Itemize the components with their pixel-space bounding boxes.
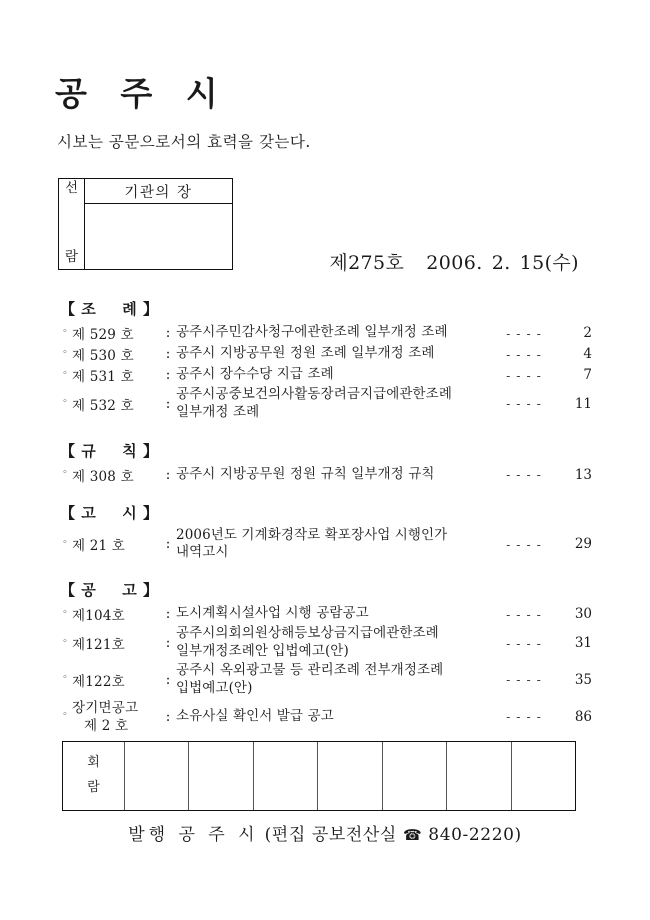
masthead-subtitle: 시보는 공문으로서의 효력을 갖는다. [57, 133, 311, 151]
bullet-icon: ◦ [62, 326, 68, 337]
entry-title-line2: 일부개정 조례 [176, 403, 260, 420]
footer-editor: (편집 공보전산실 [264, 825, 397, 845]
entry-colon: : [165, 536, 171, 553]
leader-dots: - - - - [506, 709, 542, 725]
circulation-cell[interactable] [512, 742, 575, 810]
toc-entry[interactable] [58, 625, 592, 661]
entry-number: 제 531 호 [72, 369, 134, 385]
entry-title: 공주시 장수수당 지급 조례 [176, 366, 334, 383]
approval-main-column [85, 179, 232, 269]
table-of-contents [58, 298, 592, 737]
entry-page-number: 86 [574, 708, 592, 725]
toc-entry[interactable] [58, 662, 592, 698]
entry-title-line2: 입법예고(안) [176, 679, 253, 696]
entry-title [176, 662, 496, 698]
entry-title-line1: 2006년도 기계화경작로 확포장사업 시행인가 [176, 526, 448, 543]
approval-side-label [59, 179, 85, 269]
bullet-icon: ◦ [62, 537, 68, 548]
entry-number: 제 308 호 [72, 468, 134, 485]
approval-header-label: 기관의 장 [85, 179, 232, 204]
entry-title [176, 527, 496, 563]
entry-colon: : [165, 346, 171, 362]
entry-title-line1: 공주시 옥외광고물 등 관리조례 전부개정조례 [176, 661, 444, 678]
toc-entry[interactable] [58, 365, 592, 385]
entry-page-number: 35 [574, 671, 592, 688]
circulation-label-bottom: 람 [87, 780, 100, 795]
toc-entry[interactable] [58, 323, 592, 343]
entry-colon: : [165, 325, 171, 341]
bullet-icon: ◦ [62, 397, 68, 408]
section-header-char2: 례 [122, 300, 138, 318]
entry-colon: : [165, 466, 171, 483]
entry-title-line2: 일부개정조례안 입법예고(안) [176, 643, 349, 660]
approval-signature-area [85, 204, 232, 269]
section-rule [58, 440, 592, 485]
entry-colon: : [165, 708, 171, 725]
leader-dots: - - - - [506, 346, 542, 362]
circulation-table [62, 741, 576, 811]
circulation-cell[interactable] [125, 742, 189, 810]
section-header-ordinance: 【 조 례 】 [60, 300, 159, 318]
entry-title-line2: 내역고시 [176, 544, 229, 561]
entry-colon: : [165, 635, 171, 652]
bullet-icon: ◦ [62, 710, 68, 721]
entry-title [176, 386, 496, 422]
entry-title-line1: 공주시공중보건의사활동장려금지급에관한조례 [176, 386, 452, 402]
approval-label-bottom: 람 [64, 248, 79, 265]
entry-page-number: 30 [574, 606, 592, 623]
leader-dots: - - - - [506, 606, 542, 622]
entry-colon: : [165, 395, 171, 412]
circulation-cell[interactable] [447, 742, 511, 810]
issue-day: 15(수) [519, 252, 579, 274]
section-notice [58, 502, 592, 563]
section-header-char1: 고 [81, 503, 97, 522]
entry-number: 제 530 호 [72, 348, 134, 364]
entry-page-number: 11 [574, 395, 592, 412]
section-header-char1: 규 [81, 441, 97, 460]
entry-title-line1: 공주시의회의원상해등보상금지급에관한조례 [176, 625, 439, 642]
entry-colon: : [165, 367, 171, 383]
bullet-icon: ◦ [62, 607, 68, 618]
circulation-cell[interactable] [318, 742, 382, 810]
approval-stamp-box [58, 178, 233, 270]
toc-entry[interactable] [58, 465, 592, 485]
circulation-label-cell [63, 742, 125, 810]
section-header-announcement: 【 공 고 】 [60, 581, 159, 600]
circulation-cell[interactable] [254, 742, 318, 810]
circulation-cell[interactable] [383, 742, 447, 810]
bullet-icon: ◦ [62, 368, 68, 379]
entry-title [176, 625, 496, 661]
entry-number-line1: 장기면공고 [72, 699, 139, 716]
bullet-icon: ◦ [62, 347, 68, 358]
entry-number: 제 21 호 [72, 538, 126, 555]
footer-publisher: 발행 공 주 시 [128, 825, 259, 845]
bullet-icon: ◦ [62, 468, 68, 479]
entry-title: 공주시 지방공무원 정원 규칙 일부개정 규칙 [176, 465, 435, 482]
toc-entry[interactable] [58, 699, 592, 735]
issue-year: 2006. [426, 252, 483, 274]
section-announcement [58, 579, 592, 735]
entry-page-number: 13 [574, 466, 592, 483]
issue-month: 2. [491, 252, 511, 274]
footer [0, 820, 650, 845]
entry-page-number: 31 [574, 635, 592, 652]
leader-dots: - - - - [506, 635, 542, 651]
issue-number: 제275호 [329, 252, 405, 274]
telephone-icon: ☎ [402, 826, 423, 844]
entry-number: 제122호 [72, 673, 125, 690]
page-title: 공 주 시 [55, 74, 229, 113]
section-header-char2: 칙 [122, 441, 138, 460]
entry-title: 소유사실 확인서 발급 공고 [176, 707, 334, 724]
entry-page-number: 4 [583, 346, 592, 362]
entry-number-line2: 제 2 호 [84, 717, 129, 734]
entry-number: 제 529 호 [72, 327, 134, 343]
footer-phone: 840-2220) [428, 825, 522, 845]
section-header-char1: 조 [81, 300, 97, 318]
entry-title: 도시계획시설사업 시행 공람공고 [176, 605, 369, 622]
section-ordinance [58, 298, 592, 422]
section-header-char2: 고 [122, 581, 138, 600]
leader-dots: - - - - [506, 536, 542, 552]
approval-label-top: 선 [64, 180, 79, 196]
section-header-char1: 공 [81, 581, 97, 600]
entry-title: 공주시 지방공무원 정원 조례 일부개정 조례 [176, 345, 435, 362]
entry-page-number: 29 [574, 536, 592, 553]
bullet-icon: ◦ [62, 673, 68, 684]
issue-line [329, 248, 588, 275]
entry-colon: : [165, 606, 171, 623]
toc-entry[interactable] [58, 344, 592, 364]
section-header-rule: 【 규 칙 】 [60, 441, 159, 460]
circulation-cell[interactable] [189, 742, 253, 810]
entry-number [72, 699, 160, 735]
entry-page-number: 7 [583, 367, 592, 383]
toc-entry[interactable] [58, 527, 592, 563]
leader-dots: - - - - [506, 325, 542, 341]
bullet-icon: ◦ [62, 636, 68, 647]
circulation-label-top: 회 [87, 755, 100, 771]
leader-dots: - - - - [506, 672, 542, 688]
entry-number: 제 532 호 [72, 397, 134, 414]
entry-number: 제121호 [72, 637, 125, 654]
entry-title: 공주시주민감사청구에관한조례 일부개정 조례 [176, 324, 448, 341]
entry-number: 제104호 [72, 608, 125, 625]
section-header-notice: 【 고 시 】 [60, 503, 159, 522]
leader-dots: - - - - [506, 467, 542, 483]
entry-page-number: 2 [583, 325, 592, 341]
section-header-char2: 시 [122, 503, 138, 522]
leader-dots: - - - - [506, 396, 542, 412]
entry-colon: : [165, 671, 171, 688]
issue-date [426, 252, 588, 274]
toc-entry[interactable] [58, 386, 592, 422]
toc-entry[interactable] [58, 604, 592, 624]
leader-dots: - - - - [506, 367, 542, 383]
